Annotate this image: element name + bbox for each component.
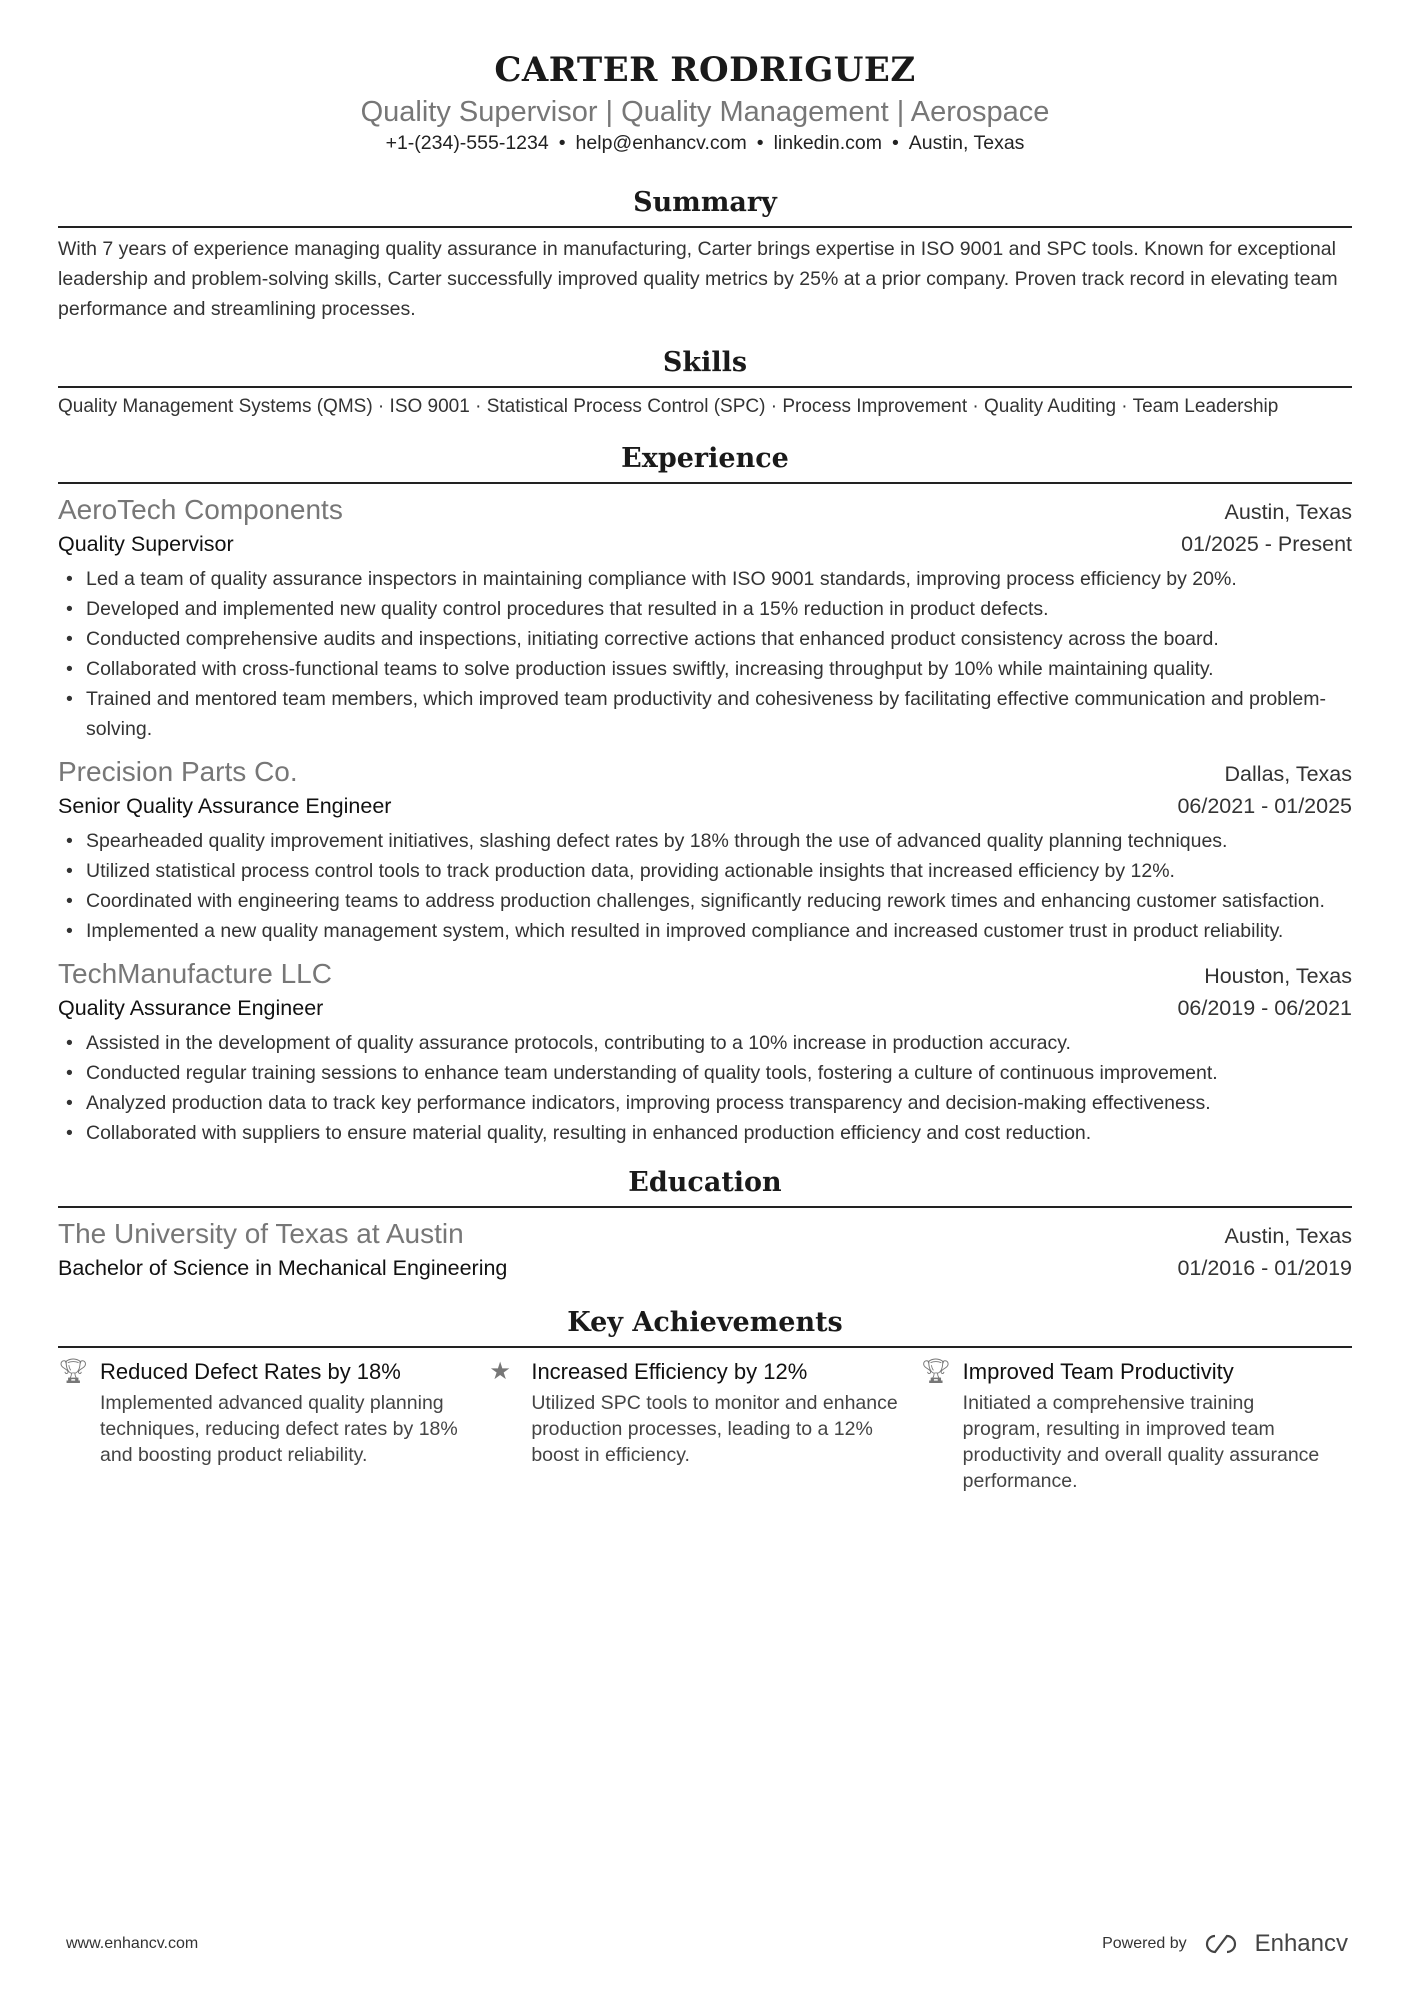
- school-name: The University of Texas at Austin: [58, 1218, 464, 1249]
- phone: +1-(234)-555-1234: [385, 132, 549, 154]
- website-link[interactable]: www.enhancv.com: [66, 1935, 199, 1952]
- star-icon: ★: [489, 1358, 511, 1385]
- job-bullets: [58, 826, 1352, 946]
- job-header: [58, 754, 1352, 790]
- bullet-item: • Analyzed production data to track key performance indicators, improving process transparency and decision-making effectiveness.: [58, 1088, 1352, 1118]
- email-link[interactable]: help@enhancv.com: [575, 132, 747, 154]
- achievements-section: [58, 1306, 1352, 1494]
- education-dates: 01/2016 - 01/2019: [1177, 1256, 1352, 1280]
- bullet-item: • Assisted in the development of quality assurance protocols, contributing to a 10% increase in production accuracy.: [58, 1028, 1352, 1058]
- skills-list: Quality Management Systems (QMS) · ISO 9001 · Statistical Process Control (SPC) · Process Improvement · Quality Auditing · Team Leadership: [58, 396, 1279, 417]
- job-location: Austin, Texas: [1224, 500, 1352, 524]
- bullet-item: • Implemented a new quality management system, which resulted in improved compliance and increased customer trust in product reliability.: [58, 916, 1352, 946]
- candidate-name: CARTER RODRIGUEZ: [494, 50, 916, 90]
- education-section: [58, 1166, 1352, 1284]
- bullet-item: • Conducted regular training sessions to enhance team understanding of quality tools, fostering a culture of continuous improvement.: [58, 1058, 1352, 1088]
- bullet-item: • Conducted comprehensive audits and inspections, initiating corrective actions that enhanced product consistency across the board.: [58, 624, 1352, 654]
- section-title: Skills: [58, 346, 1352, 388]
- separator-dot: •: [756, 132, 764, 154]
- job-header: [58, 956, 1352, 992]
- job-location: Dallas, Texas: [1224, 762, 1352, 786]
- job-title: Quality Supervisor: [58, 532, 234, 556]
- school-location: Austin, Texas: [1224, 1224, 1352, 1248]
- job-entry: [58, 956, 1352, 1148]
- section-title: Key Achievements: [58, 1306, 1352, 1348]
- section-title: Education: [58, 1166, 1352, 1208]
- section-title: Experience: [58, 442, 1352, 484]
- company-name: AeroTech Components: [58, 494, 343, 525]
- job-entry: [58, 754, 1352, 946]
- linkedin-link[interactable]: linkedin.com: [773, 132, 882, 154]
- bullet-item: • Spearheaded quality improvement initiatives, slashing defect rates by 18% through the use of advanced quality planning techniques.: [58, 826, 1352, 856]
- bullet-item: • Developed and implemented new quality control procedures that resulted in a 15% reduction in product defects.: [58, 594, 1352, 624]
- company-name: TechManufacture LLC: [58, 958, 332, 989]
- resume-page: [58, 0, 1352, 1494]
- job-title: Senior Quality Assurance Engineer: [58, 794, 392, 818]
- job-bullets: [58, 1028, 1352, 1148]
- job-role-row: [58, 992, 1352, 1024]
- achievement-item: [489, 1356, 920, 1494]
- resume-header: [58, 0, 1352, 156]
- section-title: Summary: [58, 186, 1352, 228]
- achievement-description: Implemented advanced quality planning techniques, reducing defect rates by 18% and boosting product reliability.: [100, 1392, 458, 1466]
- degree-row: [58, 1252, 1352, 1284]
- company-name: Precision Parts Co.: [58, 756, 298, 787]
- job-location: Houston, Texas: [1204, 964, 1352, 988]
- separator-dot: •: [558, 132, 566, 154]
- job-dates: 06/2021 - 01/2025: [1177, 794, 1352, 818]
- contact-line: [58, 130, 1352, 156]
- powered-by-label: Powered by: [1102, 1935, 1187, 1952]
- achievement-title: Reduced Defect Rates by 18%: [100, 1359, 401, 1384]
- bullet-item: • Led a team of quality assurance inspectors in maintaining compliance with ISO 9001 standards, improving process efficiency by 20%.: [58, 564, 1352, 594]
- degree: Bachelor of Science in Mechanical Engineering: [58, 1256, 508, 1280]
- experience-section: [58, 442, 1352, 1148]
- job-dates: 01/2025 - Present: [1181, 532, 1352, 556]
- achievement-title: Improved Team Productivity: [962, 1359, 1234, 1384]
- job-title: Quality Assurance Engineer: [58, 996, 324, 1020]
- education-row: [58, 1216, 1352, 1252]
- brand-name: Enhancv: [1254, 1930, 1348, 1957]
- bullet-item: • Collaborated with suppliers to ensure material quality, resulting in enhanced production efficiency and cost reduction.: [58, 1118, 1352, 1148]
- bullet-item: • Utilized statistical process control tools to track production data, providing actionable insights that increased efficiency by 12%.: [58, 856, 1352, 886]
- powered-by: [1102, 1930, 1348, 1958]
- job-dates: 06/2019 - 06/2021: [1177, 996, 1352, 1020]
- skills-section: [58, 346, 1352, 420]
- achievement-description: Utilized SPC tools to monitor and enhance production processes, leading to a 12% boost in efficiency.: [531, 1392, 898, 1466]
- candidate-subtitle: Quality Supervisor | Quality Management | Aerospace: [360, 96, 1050, 128]
- summary-text: With 7 years of experience managing quality assurance in manufacturing, Carter brings expertise in ISO 9001 and SPC tools. Known for exceptional leadership and problem-solving skills, Carter successfully improved quality metrics by 25% at a prior company. Proven track record in elevating team performance and streamlining processes.: [58, 238, 1338, 320]
- bullet-item: • Collaborated with cross-functional teams to solve production issues swiftly, increasing throughput by 10% while maintaining quality.: [58, 654, 1352, 684]
- bullet-item: • Trained and mentored team members, which improved team productivity and cohesiveness by facilitating effective communication and problem-solving.: [58, 684, 1352, 744]
- job-bullets: [58, 564, 1352, 744]
- achievement-title: Increased Efficiency by 12%: [531, 1359, 808, 1384]
- enhancv-logo-icon: [1201, 1932, 1241, 1956]
- job-entry: [58, 492, 1352, 744]
- achievement-item: [58, 1356, 489, 1494]
- summary-section: [58, 186, 1352, 324]
- job-list: [58, 492, 1352, 1148]
- trophy-icon: 🏆︎: [920, 1358, 952, 1385]
- bullet-item: • Coordinated with engineering teams to address production challenges, significantly reducing rework times and enhancing customer satisfaction.: [58, 886, 1352, 916]
- job-role-row: [58, 790, 1352, 822]
- achievement-list: [58, 1356, 1352, 1494]
- footer: [66, 1930, 1348, 1958]
- separator-dot: •: [891, 132, 899, 154]
- job-header: [58, 492, 1352, 528]
- location: Austin, Texas: [908, 132, 1025, 154]
- trophy-icon: 🏆︎: [58, 1358, 89, 1385]
- achievement-description: Initiated a comprehensive training program, resulting in improved team productivity and overall quality assurance performance.: [962, 1392, 1320, 1492]
- achievement-item: [921, 1356, 1352, 1494]
- job-role-row: [58, 528, 1352, 560]
